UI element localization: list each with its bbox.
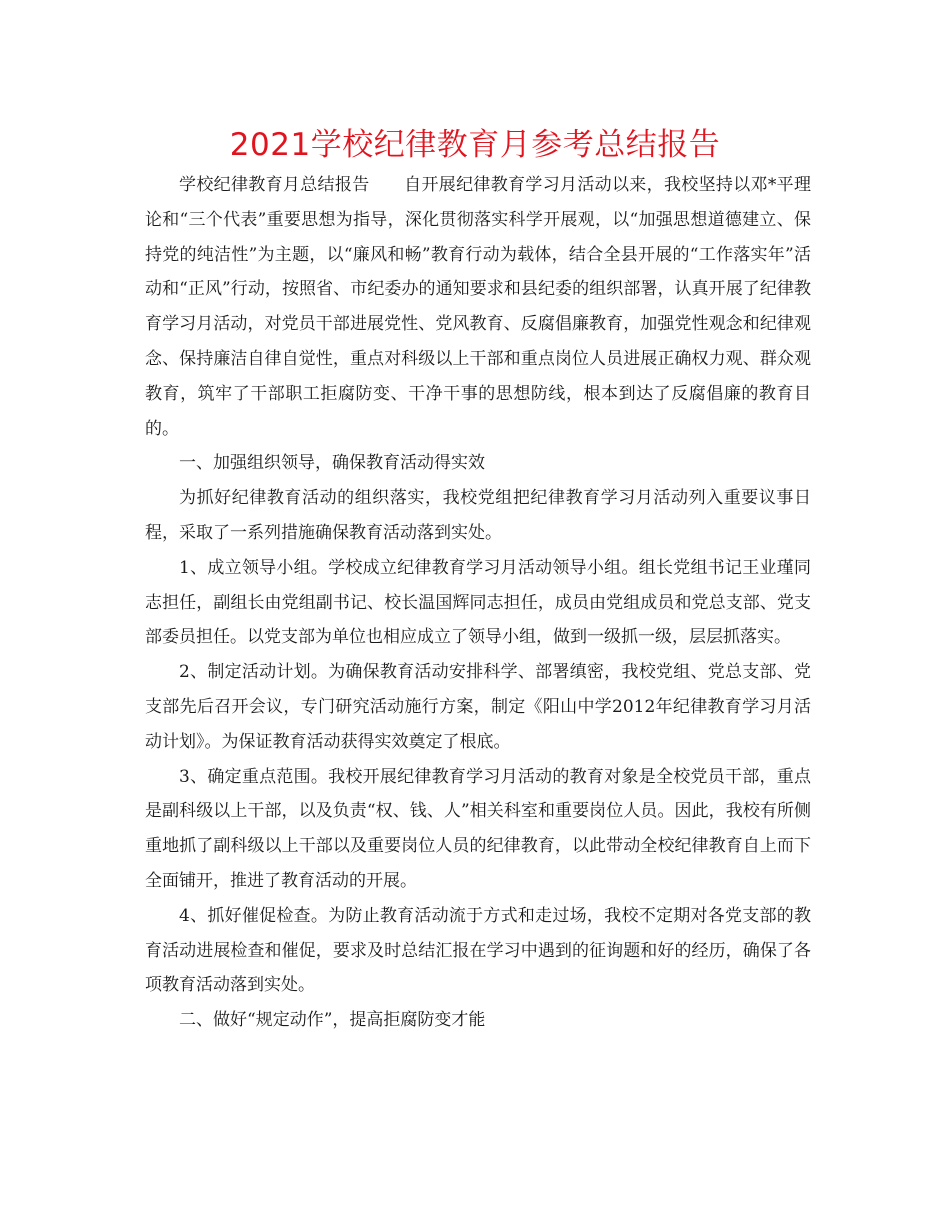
document-title: 2021学校纪律教育月参考总结报告 bbox=[229, 127, 721, 163]
intro-paragraph: 学校纪律教育月总结报告 自开展纪律教育学习月活动以来，我校坚持以邓*平理论和“三个代表”重要思想为指导，深化贯彻落实科学开展观，以“加强思想道德建立、保持党的纯洁性”为主题，以“廉风和畅”教育行动为载体，结合全县开展的“工作落实年”活动和“正风”行动，按照省、市纪委办的通知要求和县纪委的组织部署，认真开展了纪律教育学习月活动，对党员干部进展党性、党风教育、反腐倡廉教育，加强党性观念和纪律观念、保持廉洁自律自觉性，重点对科级以上干部和重点岗位人员进展正确权力观、群众观教育，筑牢了干部职工拒腐防变、干净干事的思想防线，根本到达了反腐倡廉的教育目的。 bbox=[145, 175, 811, 439]
section-heading-2: 二、做好“规定动作”，提高拒腐防变才能 bbox=[179, 1010, 486, 1031]
section-heading-1: 一、加强组织领导，确保教育活动得实效 bbox=[179, 453, 485, 474]
document-body bbox=[145, 168, 811, 1038]
item-3-paragraph: 3、确定重点范围。我校开展纪律教育学习月活动的教育对象是全校党员干部，重点是副科级以上干部，以及负责“权、钱、人”相关科室和重要岗位人员。因此，我校有所侧重地抓了副科级以上干部以及重要岗位人员的纪律教育，以此带动全校纪律教育自上而下全面铺开，推进了教育活动的开展。 bbox=[145, 766, 811, 891]
item-2-paragraph: 2、制定活动计划。为确保教育活动安排科学、部署缜密，我校党组、党总支部、党支部先后召开会议，专门研究活动施行方案，制定《阳山中学2012年纪律教育学习月活动计划》。为保证教育活动获得实效奠定了根底。 bbox=[145, 662, 811, 752]
section-1-intro-paragraph: 为抓好纪律教育活动的组织落实，我校党组把纪律教育学习月活动列入重要议事日程，采取了一系列措施确保教育活动落到实处。 bbox=[145, 488, 811, 543]
item-4-paragraph: 4、抓好催促检查。为防止教育活动流于方式和走过场，我校不定期对各党支部的教育活动进展检查和催促，要求及时总结汇报在学习中遇到的征询题和好的经历，确保了各项教育活动落到实处。 bbox=[145, 905, 811, 996]
item-1-paragraph: 1、成立领导小组。学校成立纪律教育学习月活动领导小组。组长党组书记王业瑾同志担任，副组长由党组副书记、校长温国辉同志担任，成员由党组成员和党总支部、党支部委员担任。以党支部为单位也相应成立了领导小组，做到一级抓一级，层层抓落实。 bbox=[145, 557, 811, 648]
